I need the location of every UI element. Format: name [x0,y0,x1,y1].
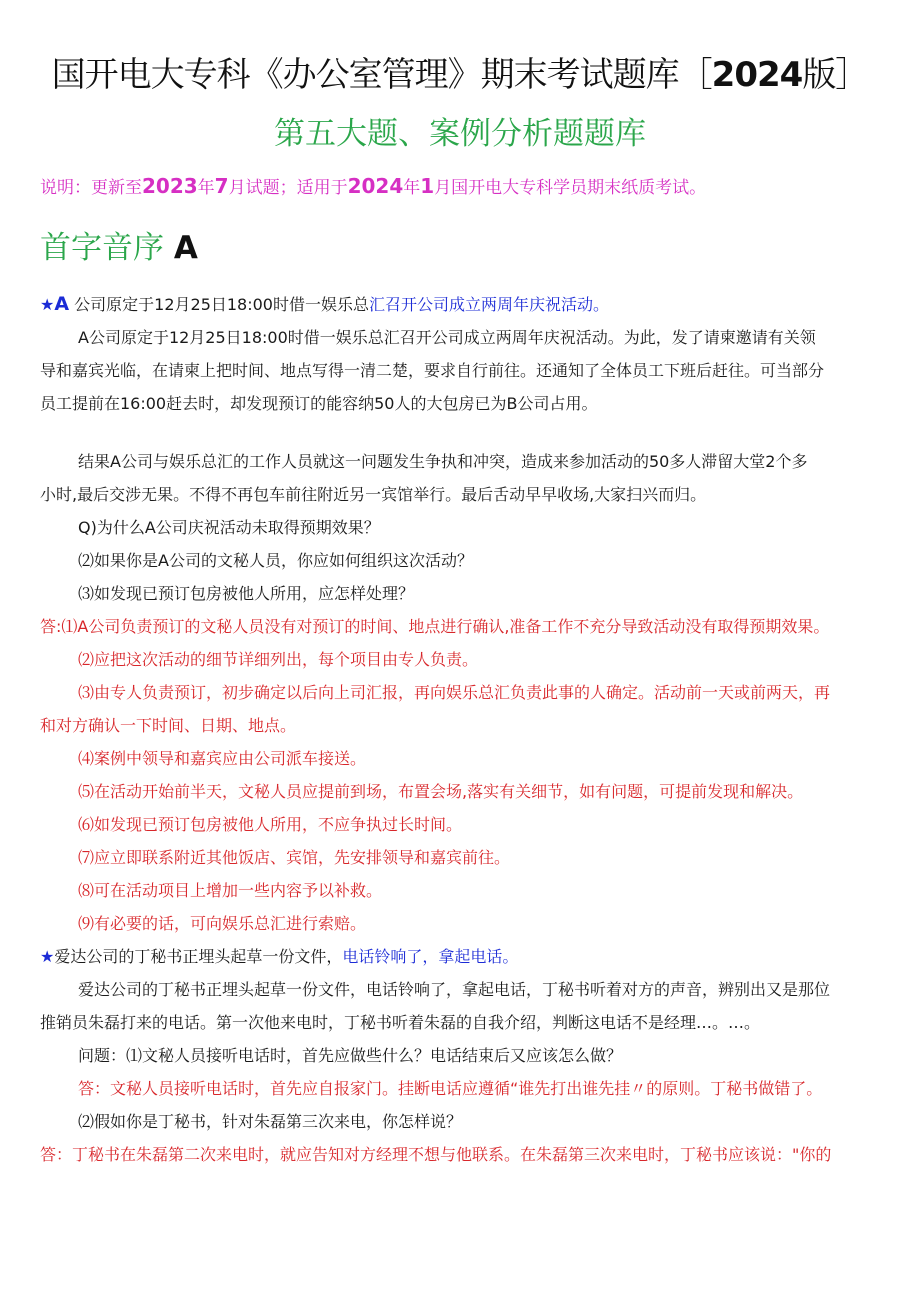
question: ⑵如果你是A公司的文秘人员，你应如何组织这次活动？ [78,551,473,570]
section-label: 首字音序 [40,230,164,266]
case-title-text: 公司原定于12月25日18:00时借一娱乐总 [74,295,369,314]
title-text-a: 国开电大专科《办公室管理》期末考试题库［ [51,55,712,95]
case-title-highlight: 汇召开公司成立两周年庆祝活动。 [369,295,610,314]
note-number: 2024 [347,174,404,198]
answer-line: ⑼有必要的话，可向娱乐总汇进行索赔。 [78,914,367,933]
star-icon: ★A [40,293,70,315]
note-text: 月试题；适用于 [228,178,348,198]
answer-line: 答：丁秘书在朱磊第二次来电时，就应告知对方经理不想与他联系。在朱磊第三次来电时，丁秘书应该说："你的 [40,1145,832,1164]
note-text: 年 [197,178,215,198]
question: ⑵假如你是丁秘书，针对朱磊第三次来电，你怎样说？ [78,1112,463,1131]
case-paragraph-line: 爱达公司的丁秘书正埋头起草一份文件，电话铃响了，拿起电话，丁秘书听着对方的声音，辨别出又是那位 [78,980,831,999]
title-year: 2024 [711,55,803,95]
answer-line: ⑸在活动开始前半天，文秘人员应提前到场，布置会场,落实有关细节，如有问题，可提前发现和解决。 [78,782,804,801]
star-icon: ★ [40,947,55,966]
case-title-highlight: 电话铃响了，拿起电话。 [342,947,519,966]
section-letter: A [173,230,198,266]
answer-line: ⑺应立即联系附近其他饭店、宾馆，先安排领导和嘉宾前往。 [78,848,511,867]
note-number: 7 [214,174,229,198]
question: 问题：⑴文秘人员接听电话时，首先应做些什么？电话结束后又应该怎么做？ [78,1046,623,1065]
title-text-c: 版］ [802,55,869,95]
case-paragraph-line: 小时,最后交涉无果。不得不再包车前往附近另一宾馆举行。最后舌动早早收场,大家扫兴而归。 [40,485,707,504]
note-number: 1 [420,174,435,198]
page-subtitle: 第五大题、案例分析题题库 [274,116,646,152]
case-title [40,940,882,973]
usage-note [40,172,900,202]
case-paragraph-line: 导和嘉宾光临，在请柬上把时间、地点写得一清二楚，要求自行前往。还通知了全体员工下班后赶往。可当部分 [40,361,825,380]
page-title [0,52,920,98]
case-paragraph-line: A公司原定于12月25日18:00时借一娱乐总汇召开公司成立两周年庆祝活动。为此，发了请柬邀请有关领 [78,328,816,347]
case-paragraph-line: 推销员朱磊打来的电话。第一次他来电时，丁秘书听着朱磊的自我介绍，判断这电话不是经理…。…。 [40,1013,761,1032]
case-paragraph-line: 结果A公司与娱乐总汇的工作人员就这一问题发生争执和冲突，造成来参加活动的50多人滞留大堂2个多 [78,452,808,471]
note-text: 说明：更新至 [40,178,142,198]
answer-line: 答：文秘人员接听电话时，首先应自报家门。挂断电话应遵循“谁先打出谁先挂〃的原则。丁秘书做错了。 [78,1079,823,1098]
answer-line: ⑹如发现已预订包房被他人所用，不应争执过长时间。 [78,815,463,834]
answer-line: 和对方确认一下时间、日期、地点。 [40,716,297,735]
answer-line: 答:⑴A公司负责预订的文秘人员没有对预订的时间、地点进行确认,准备工作不充分导致活动没有取得预期效果。 [40,617,830,636]
answer-line: ⑵应把这次活动的细节详细列出，每个项目由专人负责。 [78,650,479,669]
note-number: 2023 [142,174,198,198]
question: ⑶如发现已预订包房被他人所用，应怎样处理？ [78,584,415,603]
answer-line: ⑶由专人负责预订，初步确定以后向上司汇报，再向娱乐总汇负责此事的人确定。活动前一天或前两天，再 [78,683,831,702]
case-title [40,288,882,321]
section-heading [40,224,198,272]
case-paragraph-line: 员工提前在16:00赶去时，却发现预订的能容纳50人的大包房已为B公司占用。 [40,394,598,413]
case-title-text: 爱达公司的丁秘书正埋头起草一份文件， [54,947,343,966]
answer-line: ⑷案例中领导和嘉宾应由公司派车接送。 [78,749,367,768]
document-body [40,288,882,1171]
answer-line: ⑻可在活动项目上增加一些内容予以补救。 [78,881,383,900]
question: Q)为什么A公司庆祝活动未取得预期效果？ [78,518,380,537]
note-text: 年 [403,178,421,198]
note-text: 月国开电大专科学员期末纸质考试。 [434,178,707,198]
